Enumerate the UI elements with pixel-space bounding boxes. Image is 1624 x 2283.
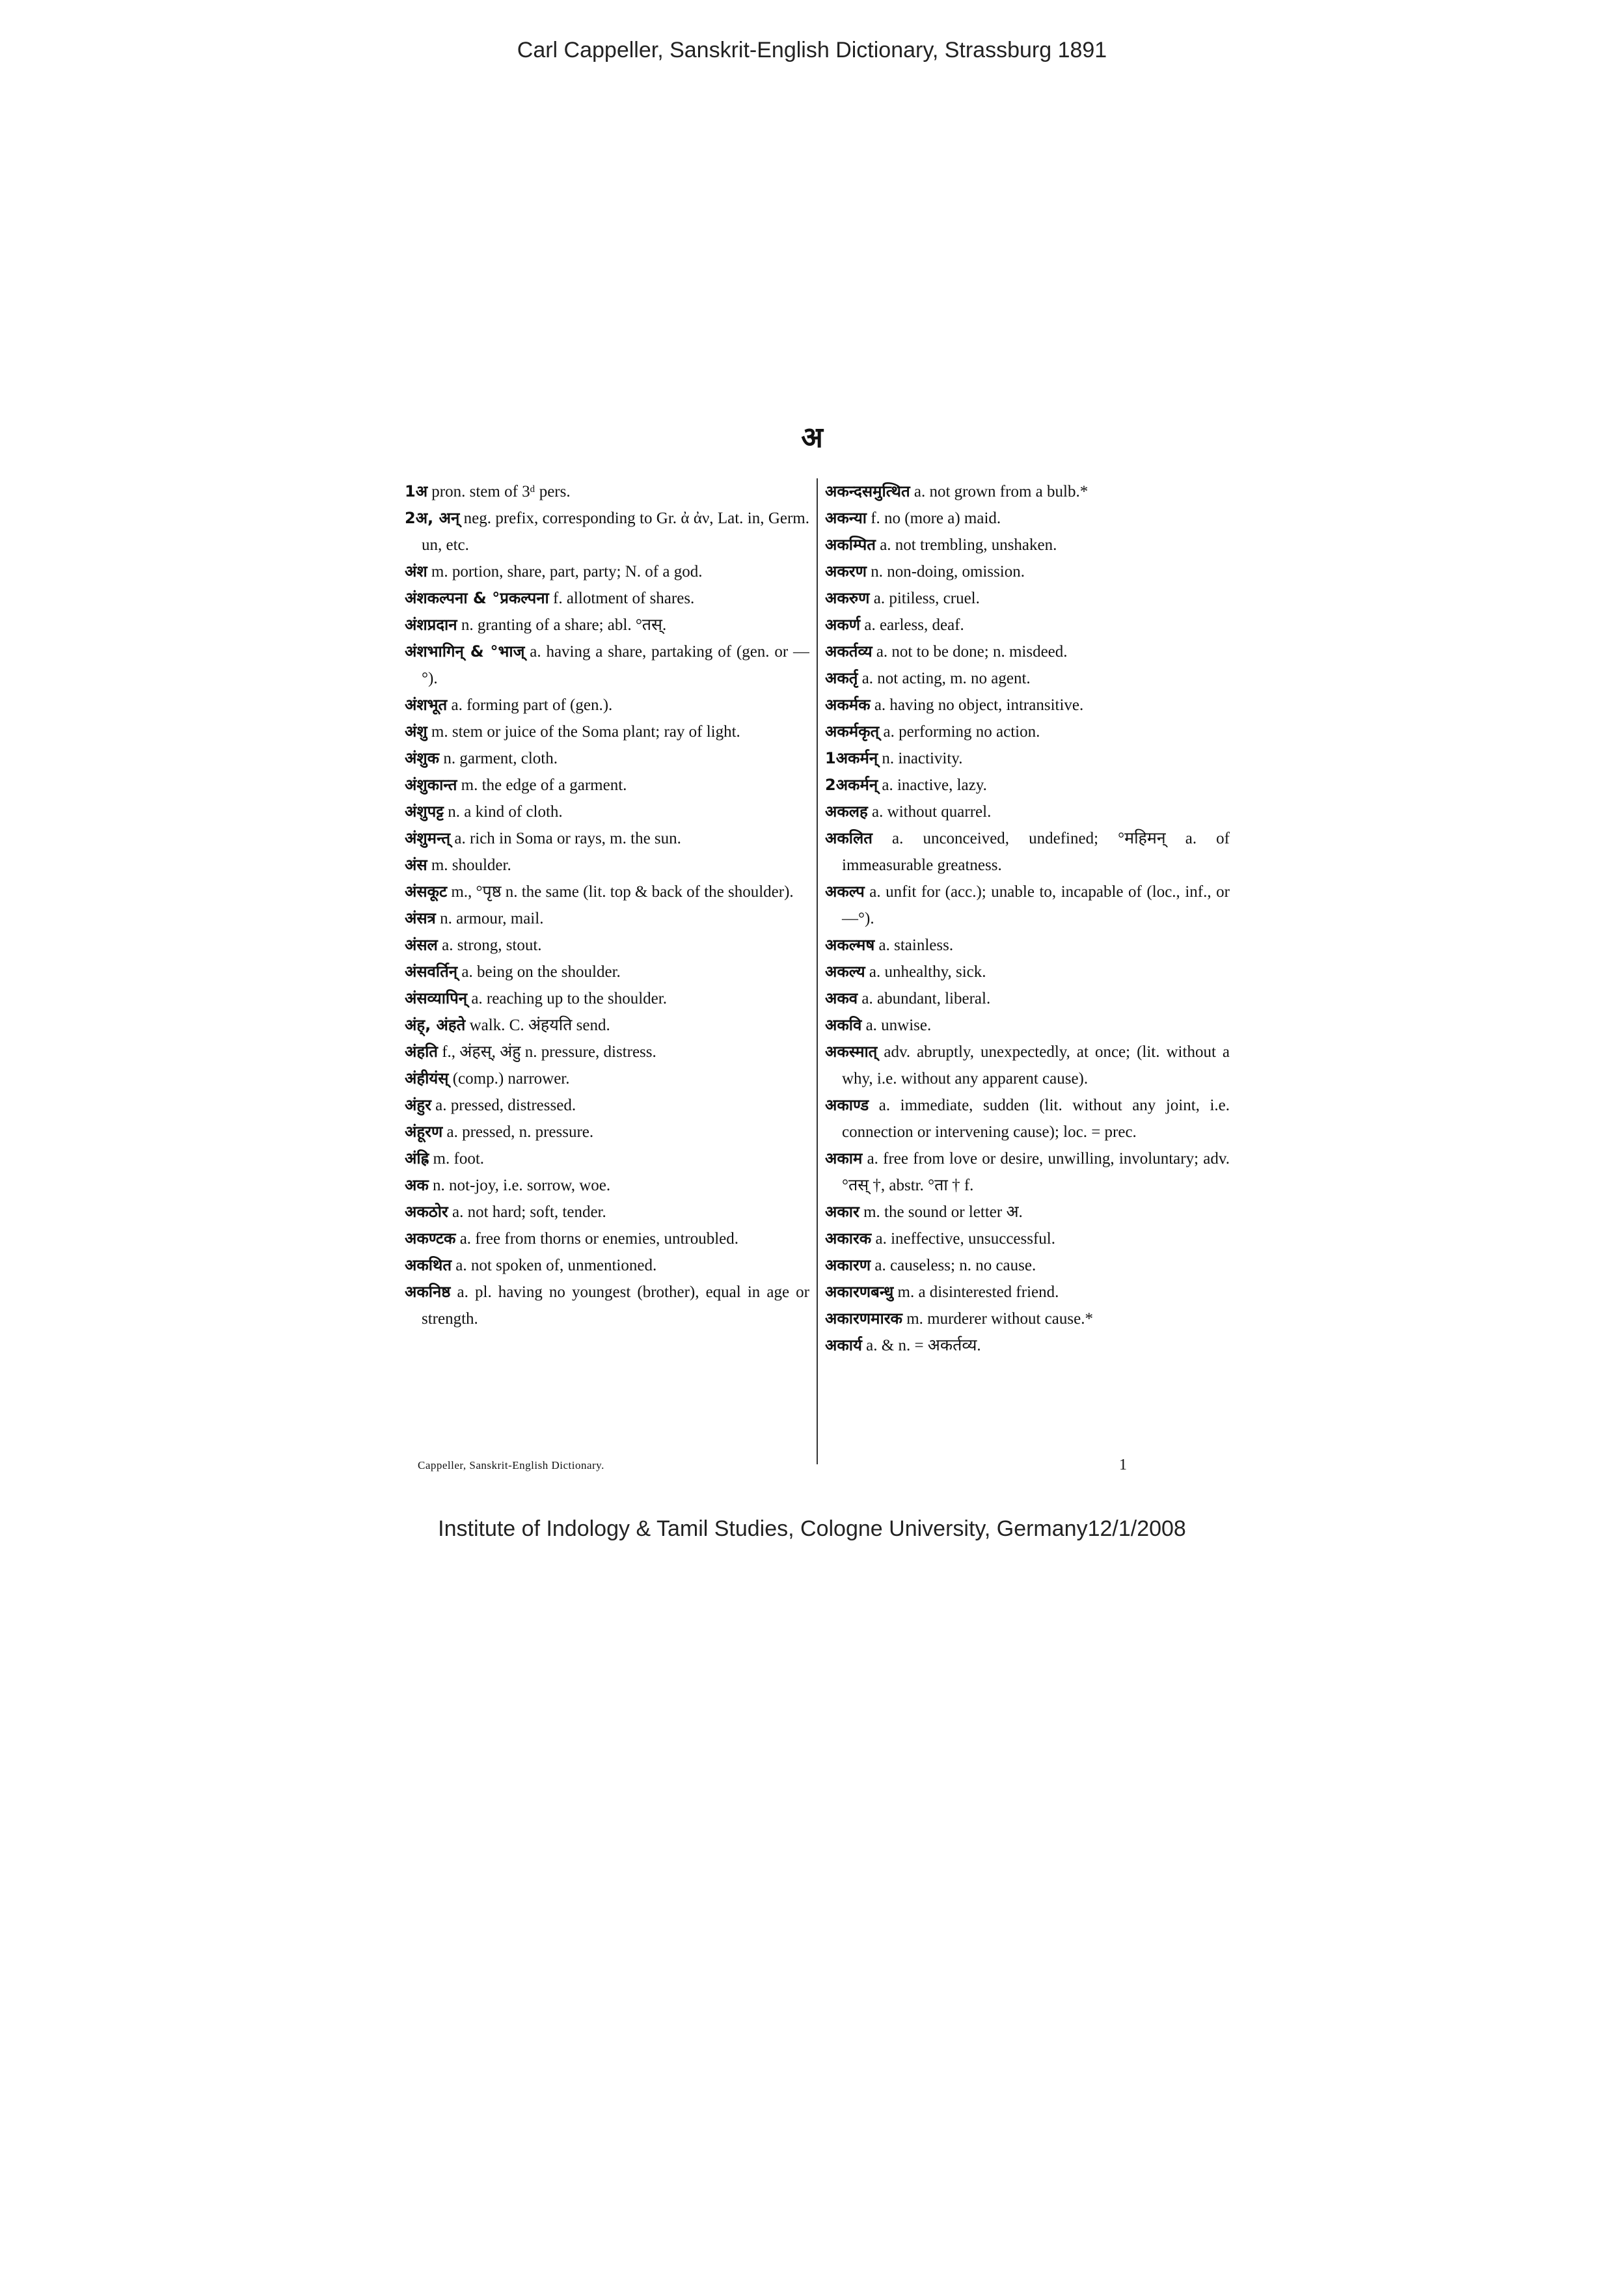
- entry-headword: अंसकूट: [405, 882, 448, 901]
- entry-headword: अंशकल्पना & °प्रकल्पना: [405, 589, 549, 607]
- dictionary-entry: [825, 505, 1230, 532]
- entry-headword: 1अकर्मन्: [825, 749, 878, 767]
- entry-definition: a. not to be done; n. misdeed.: [872, 643, 1068, 661]
- entry-definition: n. not-joy, i.e. sorrow, woe.: [428, 1177, 611, 1194]
- entry-definition: m. the sound or letter अ.: [859, 1203, 1023, 1221]
- page-footer: Institute of Indology & Tamil Studies, Cologne University, Germany12/1/2008: [438, 1516, 1186, 1541]
- entry-headword: अक: [405, 1176, 429, 1194]
- entry-definition: a. having no object, intransitive.: [870, 696, 1084, 714]
- dictionary-entry: [825, 585, 1230, 612]
- entry-headword: अकन्या: [825, 509, 867, 527]
- section-letter: अ: [801, 421, 823, 454]
- entry-definition: (comp.) narrower.: [448, 1070, 570, 1087]
- dictionary-entry: [405, 772, 809, 799]
- entry-definition: a. not hard; soft, tender.: [448, 1203, 606, 1221]
- page-bottom-line: [405, 1456, 1230, 1485]
- entry-headword: अंहूरण: [405, 1123, 443, 1141]
- entry-definition: f. allotment of shares.: [548, 590, 695, 607]
- dictionary-entry: [405, 1012, 809, 1039]
- dictionary-entry: [405, 585, 809, 612]
- entry-headword: अंशुपट्ट: [405, 802, 444, 821]
- entry-headword: अकम्पित: [825, 536, 876, 554]
- dictionary-entry: [405, 1092, 809, 1119]
- dictionary-entry: [405, 1172, 809, 1199]
- dictionary-entry: [405, 932, 809, 959]
- entry-definition: a. unfit for (acc.); unable to, incapable of (loc., inf., or —°).: [842, 883, 1230, 927]
- dictionary-entry: [405, 1039, 809, 1065]
- entry-definition: a. & n. = अकर्तव्य.: [861, 1337, 981, 1354]
- entry-headword: अंसत्र: [405, 909, 436, 927]
- page-number: 1: [1119, 1456, 1127, 1473]
- entry-definition: f. no (more a) maid.: [866, 510, 1001, 527]
- entry-headword: अकरुण: [825, 589, 870, 607]
- entry-definition: a. without quarrel.: [867, 803, 992, 821]
- entry-definition: adv. abruptly, unexpectedly, at once; (lit. without a why, i.e. without any apparent cause).: [842, 1043, 1230, 1087]
- dictionary-entry: [405, 505, 809, 558]
- entry-headword: अकार्य: [825, 1336, 862, 1354]
- page-signature: Cappeller, Sanskrit-English Dictionary.: [418, 1459, 604, 1471]
- entry-definition: a. strong, stout.: [437, 936, 542, 954]
- entry-headword: अकठोर: [405, 1203, 448, 1221]
- dictionary-entry: [825, 638, 1230, 665]
- entry-headword: अकाण्ड: [825, 1096, 869, 1114]
- dictionary-entry: [825, 799, 1230, 825]
- entry-headword: अकर्तव्य: [825, 642, 873, 661]
- entry-headword: अकलित: [825, 829, 873, 847]
- entry-definition: a. pl. having no youngest (brother), equal in age or strength.: [422, 1283, 809, 1328]
- entry-headword: अकर्मकृत्: [825, 722, 880, 741]
- entry-definition: a. pitiless, cruel.: [869, 590, 980, 607]
- entry-definition: m. murderer without cause.*: [902, 1310, 1093, 1328]
- dictionary-entry: [825, 745, 1230, 772]
- entry-headword: अकवि: [825, 1016, 862, 1034]
- dictionary-entry: [405, 478, 809, 505]
- dictionary-entry: [405, 959, 809, 985]
- entry-definition: a. inactive, lazy.: [878, 776, 987, 794]
- entry-headword: अकारण: [825, 1256, 871, 1274]
- dictionary-entry: [825, 1252, 1230, 1279]
- entry-definition: n. inactivity.: [878, 750, 963, 767]
- entry-headword: अंसवर्तिन्: [405, 963, 458, 981]
- entry-headword: अंस: [405, 856, 427, 874]
- entry-headword: अंशभूत: [405, 696, 448, 714]
- entry-headword: अकारणबन्धु: [825, 1283, 894, 1301]
- entry-headword: अकार: [825, 1203, 859, 1221]
- entry-headword: अंहीयंस्: [405, 1069, 449, 1087]
- entry-headword: अकथित: [405, 1256, 452, 1274]
- entry-definition: a. unconceived, undefined; °महिमन् a. of immeasurable greatness.: [842, 830, 1230, 874]
- entry-definition: a. abundant, liberal.: [858, 990, 991, 1007]
- dictionary-entry: [405, 692, 809, 718]
- entry-definition: a. performing no action.: [879, 723, 1040, 741]
- entry-headword: 2अ, अन्: [405, 509, 460, 527]
- dictionary-entry: [405, 1119, 809, 1145]
- entry-definition: a. stainless.: [874, 936, 954, 954]
- entry-definition: a. causeless; n. no cause.: [871, 1257, 1036, 1274]
- dictionary-entry: [825, 825, 1230, 879]
- dictionary-entry: [825, 959, 1230, 985]
- entry-headword: अंशुकान्त: [405, 776, 457, 794]
- entry-headword: अंशप्रदान: [405, 616, 457, 634]
- dictionary-entry: [825, 1279, 1230, 1306]
- dictionary-entry: [825, 932, 1230, 959]
- dictionary-entry: [405, 718, 809, 745]
- dictionary-entry: [405, 638, 809, 692]
- entry-definition: a. ineffective, unsuccessful.: [871, 1230, 1055, 1248]
- entry-headword: अंह्, अंहते: [405, 1016, 466, 1034]
- dictionary-entry: [825, 692, 1230, 718]
- dictionary-entry: [825, 1225, 1230, 1252]
- entry-headword: अंशु: [405, 722, 427, 741]
- entry-headword: अंशुमन्त्: [405, 829, 451, 847]
- column-divider: [817, 478, 818, 1464]
- entry-headword: अकाम: [825, 1149, 863, 1168]
- entry-definition: n. granting of a share; abl. °तस्.: [457, 616, 667, 634]
- entry-definition: m., °पृष्ठ n. the same (lit. top & back of the shoulder).: [447, 883, 794, 901]
- entry-definition: n. armour, mail.: [435, 910, 544, 927]
- entry-headword: अंश: [405, 562, 427, 581]
- entry-headword: अकल्मष: [825, 936, 875, 954]
- entry-definition: a. forming part of (gen.).: [447, 696, 613, 714]
- dictionary-entry: [825, 772, 1230, 799]
- right-column: [825, 478, 1230, 1464]
- dictionary-entry: [405, 612, 809, 638]
- dictionary-entry: [825, 665, 1230, 692]
- dictionary-entry: [825, 879, 1230, 932]
- entry-headword: अंहति: [405, 1043, 438, 1061]
- dictionary-entry: [405, 558, 809, 585]
- dictionary-entry: [405, 1199, 809, 1225]
- entry-definition: a. not grown from a bulb.*: [910, 483, 1089, 500]
- dictionary-entry: [825, 532, 1230, 558]
- entry-definition: m. portion, share, part, party; N. of a god.: [427, 563, 703, 581]
- entry-definition: a. reaching up to the shoulder.: [467, 990, 667, 1007]
- entry-definition: a. pressed, n. pressure.: [442, 1123, 594, 1141]
- entry-definition: walk. C. अंहयति send.: [465, 1017, 610, 1034]
- entry-definition: m. a disinterested friend.: [893, 1283, 1059, 1301]
- dictionary-entry: [825, 1306, 1230, 1332]
- entry-headword: अकल्य: [825, 963, 865, 981]
- entry-headword: अकरण: [825, 562, 867, 581]
- dictionary-entry: [405, 1279, 809, 1332]
- entry-definition: m. foot.: [429, 1150, 485, 1168]
- entry-headword: 1अ: [405, 482, 428, 500]
- entry-headword: अकारणमारक: [825, 1309, 902, 1328]
- dictionary-entry: [825, 1092, 1230, 1145]
- dictionary-entry: [825, 1199, 1230, 1225]
- entry-headword: अंहुर: [405, 1096, 431, 1114]
- entry-headword: अकर्मक: [825, 696, 871, 714]
- dictionary-entry: [405, 1145, 809, 1172]
- dictionary-entry: [405, 852, 809, 879]
- entry-headword: अकारक: [825, 1229, 872, 1248]
- entry-definition: a. not acting, m. no agent.: [858, 670, 1031, 687]
- dictionary-entry: [825, 718, 1230, 745]
- dictionary-entry: [825, 478, 1230, 505]
- dictionary-entry: [405, 879, 809, 905]
- dictionary-entry: [405, 1252, 809, 1279]
- dictionary-entry: [405, 745, 809, 772]
- dictionary-entry: [825, 1039, 1230, 1092]
- entry-headword: अंसल: [405, 936, 438, 954]
- dictionary-columns: [405, 478, 1230, 1464]
- dictionary-entry: [825, 558, 1230, 585]
- dictionary-entry: [405, 905, 809, 932]
- entry-headword: अकन्दसमुत्थित: [825, 482, 910, 500]
- entry-definition: a. not spoken of, unmentioned.: [452, 1257, 657, 1274]
- dictionary-entry: [825, 1145, 1230, 1199]
- entry-headword: अंशभागिन् & °भाज्: [405, 642, 525, 661]
- dictionary-entry: [405, 985, 809, 1012]
- entry-definition: a. unwise.: [861, 1017, 932, 1034]
- entry-definition: a. free from love or desire, unwilling, involuntary; adv. °तस् †, abstr. °ता † f.: [842, 1150, 1230, 1194]
- entry-definition: m. shoulder.: [427, 856, 511, 874]
- dictionary-entry: [405, 799, 809, 825]
- entry-headword: अकर्ण: [825, 616, 861, 634]
- left-column: [405, 478, 809, 1464]
- entry-headword: अंशुक: [405, 749, 440, 767]
- entry-headword: 2अकर्मन्: [825, 776, 878, 794]
- entry-definition: a. earless, deaf.: [860, 616, 964, 634]
- entry-headword: अकनिष्ठ: [405, 1283, 451, 1301]
- entry-definition: pron. stem of 3ᵈ pers.: [427, 483, 571, 500]
- entry-definition: a. not trembling, unshaken.: [875, 536, 1057, 554]
- dictionary-entry: [825, 612, 1230, 638]
- entry-definition: a. unhealthy, sick.: [865, 963, 986, 981]
- dictionary-entry: [825, 1012, 1230, 1039]
- entry-definition: n. non-doing, omission.: [866, 563, 1025, 581]
- entry-definition: a. free from thorns or enemies, untroubled.: [455, 1230, 739, 1248]
- entry-headword: अकव: [825, 989, 858, 1007]
- entry-definition: a. pressed, distressed.: [431, 1097, 576, 1114]
- entry-definition: a. immediate, sudden (lit. without any joint, i.e. connection or intervening cause); loc. = prec.: [842, 1097, 1230, 1141]
- entry-definition: a. rich in Soma or rays, m. the sun.: [450, 830, 681, 847]
- entry-definition: n. garment, cloth.: [439, 750, 558, 767]
- dictionary-entry: [825, 985, 1230, 1012]
- dictionary-entry: [825, 1332, 1230, 1359]
- dictionary-entry: [405, 1225, 809, 1252]
- entry-headword: अकर्तृ: [825, 669, 858, 687]
- entry-definition: m. stem or juice of the Soma plant; ray of light.: [427, 723, 740, 741]
- entry-headword: अकल्प: [825, 882, 865, 901]
- entry-definition: a. being on the shoulder.: [457, 963, 621, 981]
- entry-definition: f., अंहस्, अंहु n. pressure, distress.: [437, 1043, 656, 1061]
- entry-definition: neg. prefix, corresponding to Gr. ἀ ἀν, Lat. in, Germ. un, etc.: [422, 510, 809, 554]
- dictionary-entry: [405, 825, 809, 852]
- entry-headword: अंसव्यापिन्: [405, 989, 468, 1007]
- entry-headword: अकलह: [825, 802, 868, 821]
- entry-headword: अंह्रि: [405, 1149, 429, 1168]
- page-header: Carl Cappeller, Sanskrit-English Dictionary, Strassburg 1891: [517, 38, 1107, 62]
- entry-headword: अकण्टक: [405, 1229, 456, 1248]
- entry-definition: m. the edge of a garment.: [457, 776, 627, 794]
- entry-definition: a. having a share, partaking of (gen. or —°).: [422, 643, 809, 687]
- dictionary-entry: [405, 1065, 809, 1092]
- entry-definition: n. a kind of cloth.: [444, 803, 563, 821]
- entry-headword: अकस्मात्: [825, 1043, 878, 1061]
